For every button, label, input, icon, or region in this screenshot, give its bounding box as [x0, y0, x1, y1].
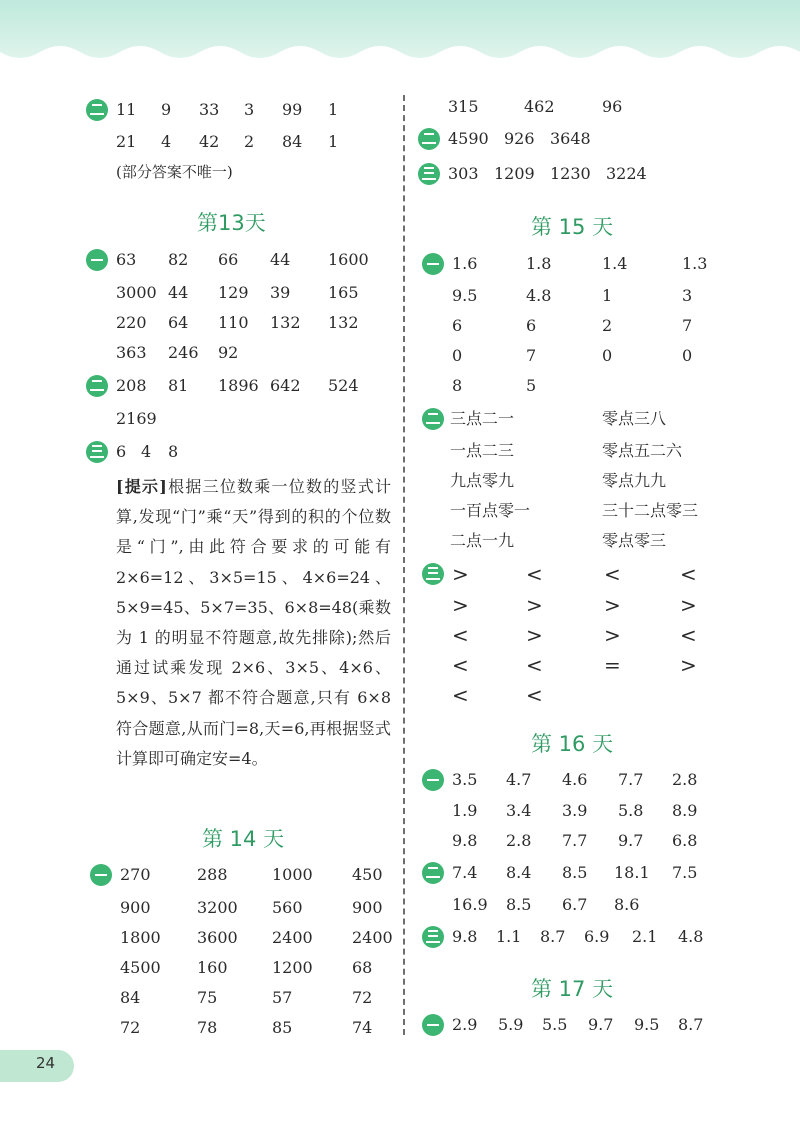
answer-value: 1230 — [550, 164, 591, 183]
answer-value: < — [680, 562, 697, 586]
day-15-title: 第 15 天 — [531, 215, 614, 239]
answer-value: 57 — [272, 988, 293, 1007]
answer-value: 九点零九 — [450, 471, 515, 490]
answer-value: 9.7 — [618, 831, 644, 850]
answer-value: 4500 — [120, 958, 161, 977]
answer-value: < — [526, 562, 543, 586]
answer-row — [422, 922, 792, 952]
circle-two-icon — [86, 99, 108, 121]
answer-value: 9.5 — [452, 286, 478, 305]
answer-value: 7.5 — [672, 863, 698, 882]
answer-value: 4.7 — [506, 770, 532, 789]
answer-row — [422, 559, 792, 589]
answer-value: 84 — [120, 988, 141, 1007]
answer-value: 1209 — [494, 164, 535, 183]
answer-value: 1.1 — [496, 927, 522, 946]
answer-value: 8.7 — [540, 927, 566, 946]
answer-value: < — [526, 653, 543, 677]
answer-value: 78 — [197, 1018, 218, 1037]
top-wave-band — [0, 0, 800, 70]
answer-value: 1.3 — [682, 254, 708, 273]
answer-value: 3 — [244, 100, 255, 119]
answer-value: 900 — [120, 898, 151, 917]
answer-row — [422, 526, 792, 556]
answer-value: 72 — [120, 1018, 141, 1037]
answer-value: 7.4 — [452, 863, 478, 882]
answer-row — [422, 1010, 792, 1040]
answer-value: 4590 — [448, 129, 489, 148]
circle-one-icon — [422, 1014, 444, 1036]
answer-row — [422, 371, 792, 401]
answer-value: 165 — [328, 283, 359, 302]
answer-value: 132 — [328, 313, 359, 332]
answer-value: 8.7 — [678, 1015, 704, 1034]
answer-value: 8.9 — [672, 801, 698, 820]
answer-value: 7 — [526, 346, 537, 365]
answer-value: 3000 — [116, 283, 157, 302]
answer-value: 2 — [244, 132, 255, 151]
answer-value: 零点三八 — [602, 409, 667, 428]
answer-value: 4 — [141, 442, 152, 461]
answer-value: 110 — [218, 313, 249, 332]
answer-value: 81 — [168, 376, 189, 395]
answer-value: = — [604, 653, 621, 677]
answer-value: 160 — [197, 958, 228, 977]
answer-value: 零点五二六 — [602, 441, 683, 460]
answer-value: 8.4 — [506, 863, 532, 882]
answer-value: 4 — [161, 132, 172, 151]
answer-value: 1.9 — [452, 801, 478, 820]
answer-row — [86, 338, 396, 368]
answer-row — [86, 437, 396, 467]
answer-row — [422, 341, 792, 371]
answer-value: 99 — [282, 100, 303, 119]
answer-value: 6.8 — [672, 831, 698, 850]
answer-value: 2.8 — [672, 770, 698, 789]
answer-value: > — [604, 623, 621, 647]
answer-row — [418, 159, 788, 189]
answer-value: 3224 — [606, 164, 647, 183]
answer-value: 75 — [197, 988, 218, 1007]
circle-three-icon — [422, 563, 444, 585]
answer-row — [86, 308, 396, 338]
answer-value: 二点一九 — [450, 531, 515, 550]
answer-row — [422, 590, 792, 620]
answer-row — [422, 620, 792, 650]
answer-value: 2400 — [352, 928, 393, 947]
answer-value: 82 — [168, 250, 189, 269]
answer-value: 72 — [352, 988, 373, 1007]
answer-row — [86, 404, 396, 434]
answer-value: 363 — [116, 343, 147, 362]
answer-value: 0 — [602, 346, 613, 365]
answer-value: 6.7 — [562, 895, 588, 914]
answer-value: 1000 — [272, 865, 313, 884]
remark-text: (部分答案不唯一) — [116, 163, 233, 181]
answer-value: 11 — [116, 100, 137, 119]
answer-value: 零点零三 — [602, 531, 667, 550]
answer-row — [86, 95, 396, 125]
answer-value: 85 — [272, 1018, 293, 1037]
answer-value: 6 — [526, 316, 537, 335]
circle-three-icon — [86, 441, 108, 463]
circle-two-icon — [86, 375, 108, 397]
answer-value: 0 — [452, 346, 463, 365]
answer-value: 9.8 — [452, 927, 478, 946]
answer-value: < — [604, 562, 621, 586]
answer-value: 3200 — [197, 898, 238, 917]
answer-row — [422, 436, 792, 466]
answer-value: 1200 — [272, 958, 313, 977]
answer-value: 7 — [682, 316, 693, 335]
answer-value: 66 — [218, 250, 239, 269]
answer-value: 1 — [602, 286, 613, 305]
circle-three-icon — [422, 926, 444, 948]
answer-value: 9 — [161, 100, 172, 119]
answer-row — [422, 650, 792, 680]
answer-value: 21 — [116, 132, 137, 151]
answer-value: 三十二点零三 — [602, 501, 699, 520]
answer-value: 18.1 — [614, 863, 650, 882]
answer-value: 1.8 — [526, 254, 552, 273]
answer-value: 462 — [524, 97, 555, 116]
answer-value: 8.5 — [562, 863, 588, 882]
answer-value: 3 — [682, 286, 693, 305]
answer-value: 0 — [682, 346, 693, 365]
answer-value: 4.8 — [678, 927, 704, 946]
answer-row — [422, 890, 792, 920]
answer-row — [422, 281, 792, 311]
answer-row — [90, 860, 400, 890]
answer-value: 2.9 — [452, 1015, 478, 1034]
answer-row — [90, 953, 400, 983]
answer-value: 74 — [352, 1018, 373, 1037]
answer-value: 7.7 — [618, 770, 644, 789]
answer-row — [90, 923, 400, 953]
answer-value: 8 — [452, 376, 463, 395]
answer-value: > — [452, 562, 469, 586]
answer-value: 5.5 — [542, 1015, 568, 1034]
answer-row — [90, 983, 400, 1013]
answer-value: 44 — [168, 283, 189, 302]
answer-value: < — [526, 683, 543, 707]
answer-value: 64 — [168, 313, 189, 332]
circle-two-icon — [422, 862, 444, 884]
answer-value: 642 — [270, 376, 301, 395]
answer-value: 246 — [168, 343, 199, 362]
answer-value: 524 — [328, 376, 359, 395]
hint-label: [提示] — [116, 477, 167, 496]
day-13-title: 第13天 — [197, 211, 266, 235]
answer-value: 1800 — [120, 928, 161, 947]
answer-value: < — [452, 683, 469, 707]
answer-value: 9.7 — [588, 1015, 614, 1034]
answer-row — [90, 893, 400, 923]
answer-value: 220 — [116, 313, 147, 332]
answer-row — [422, 680, 792, 710]
answer-row — [86, 371, 396, 401]
column-divider — [403, 95, 405, 1035]
answer-value: > — [526, 623, 543, 647]
page-number: 24 — [36, 1054, 56, 1072]
answer-row — [90, 1013, 400, 1043]
answer-row — [422, 404, 792, 434]
answer-value: 9.5 — [634, 1015, 660, 1034]
answer-value: 42 — [199, 132, 220, 151]
answer-value: 129 — [218, 283, 249, 302]
answer-value: 一百点零一 — [450, 501, 531, 520]
circle-one-icon — [90, 864, 112, 886]
answer-value: 2.1 — [632, 927, 658, 946]
answer-value: > — [526, 593, 543, 617]
circle-one-icon — [422, 769, 444, 791]
answer-value: > — [680, 653, 697, 677]
answer-value: 6.9 — [584, 927, 610, 946]
answer-row — [418, 124, 788, 154]
answer-row — [86, 278, 396, 308]
answer-row — [86, 127, 396, 157]
answer-value: 926 — [504, 129, 535, 148]
answer-value: 92 — [218, 343, 239, 362]
answer-row — [422, 858, 792, 888]
circle-one-icon — [86, 249, 108, 271]
answer-row — [422, 796, 792, 826]
answer-value: 8 — [168, 442, 179, 461]
answer-value: 6 — [452, 316, 463, 335]
answer-row — [422, 826, 792, 856]
answer-value: 1896 — [218, 376, 259, 395]
answer-row — [418, 92, 788, 122]
answer-value: 5.8 — [618, 801, 644, 820]
answer-value: > — [680, 593, 697, 617]
answer-value: 3.4 — [506, 801, 532, 820]
answer-value: 8.5 — [506, 895, 532, 914]
answer-value: 2400 — [272, 928, 313, 947]
answer-value: 270 — [120, 865, 151, 884]
answer-value: 3600 — [197, 928, 238, 947]
answer-value: 3648 — [550, 129, 591, 148]
day-14-title: 第 14 天 — [202, 827, 285, 851]
hint-text: 根据三位数乘一位数的竖式计算,发现“门”乘“天”得到的积的个位数是“门”,由此符合要求的可能有 2×6=12、3×5=15、4×6=24、5×9=45、5×7=35、6×8=48(乘数为 1 的明显不符题意,故先排除);然后通过试乘发现 2×6、3×5、4×6、5×9、5×7 都不符合题意,只有 6×8 符合题意,从而门=8,天=6,再根据竖式计算即可确定安=4。 — [116, 477, 391, 768]
answer-value: 39 — [270, 283, 291, 302]
answer-value: 6 — [116, 442, 127, 461]
answer-value: 16.9 — [452, 895, 488, 914]
answer-value: 5 — [526, 376, 537, 395]
circle-two-icon — [422, 408, 444, 430]
answer-value: 1.4 — [602, 254, 628, 273]
answer-value: < — [452, 623, 469, 647]
answer-row — [422, 311, 792, 341]
answer-value: < — [452, 653, 469, 677]
answer-value: 2 — [602, 316, 613, 335]
answer-value: 5.9 — [498, 1015, 524, 1034]
answer-value: 零点九九 — [602, 471, 667, 490]
answer-value: 三点二一 — [450, 409, 515, 428]
answer-value: 1.6 — [452, 254, 478, 273]
answer-value: 9.8 — [452, 831, 478, 850]
day-16-title: 第 16 天 — [531, 732, 614, 756]
answer-value: 208 — [116, 376, 147, 395]
answer-value: 3.9 — [562, 801, 588, 820]
answer-row — [86, 245, 396, 275]
answer-value: 450 — [352, 865, 383, 884]
answer-value: 3.5 — [452, 770, 478, 789]
answer-value: 4.6 — [562, 770, 588, 789]
answer-value: 1 — [328, 100, 339, 119]
answer-value: 2.8 — [506, 831, 532, 850]
answer-value: 8.6 — [614, 895, 640, 914]
answer-value: 1600 — [328, 250, 369, 269]
answer-row — [422, 466, 792, 496]
answer-value: 2169 — [116, 409, 157, 428]
day-17-title: 第 17 天 — [531, 977, 614, 1001]
circle-one-icon — [422, 253, 444, 275]
circle-two-icon — [418, 128, 440, 150]
answer-value: 44 — [270, 250, 291, 269]
answer-value: 33 — [199, 100, 220, 119]
answer-value: 900 — [352, 898, 383, 917]
answer-value: 4.8 — [526, 286, 552, 305]
answer-value: 68 — [352, 958, 373, 977]
answer-row — [422, 765, 792, 795]
answer-value: 288 — [197, 865, 228, 884]
answer-value: 560 — [272, 898, 303, 917]
answer-value: 96 — [602, 97, 623, 116]
answer-value: > — [452, 593, 469, 617]
answer-value: 一点二三 — [450, 441, 515, 460]
answer-row — [422, 249, 792, 279]
circle-three-icon — [418, 163, 440, 185]
answer-value: 303 — [448, 164, 479, 183]
answer-value: < — [680, 623, 697, 647]
answer-value: 84 — [282, 132, 303, 151]
answer-value: 1 — [328, 132, 339, 151]
answer-value: 132 — [270, 313, 301, 332]
answer-value: 7.7 — [562, 831, 588, 850]
answer-value: 315 — [448, 97, 479, 116]
hint-paragraph — [116, 472, 391, 774]
answer-value: 63 — [116, 250, 137, 269]
answer-value: > — [604, 593, 621, 617]
answer-row — [422, 496, 792, 526]
